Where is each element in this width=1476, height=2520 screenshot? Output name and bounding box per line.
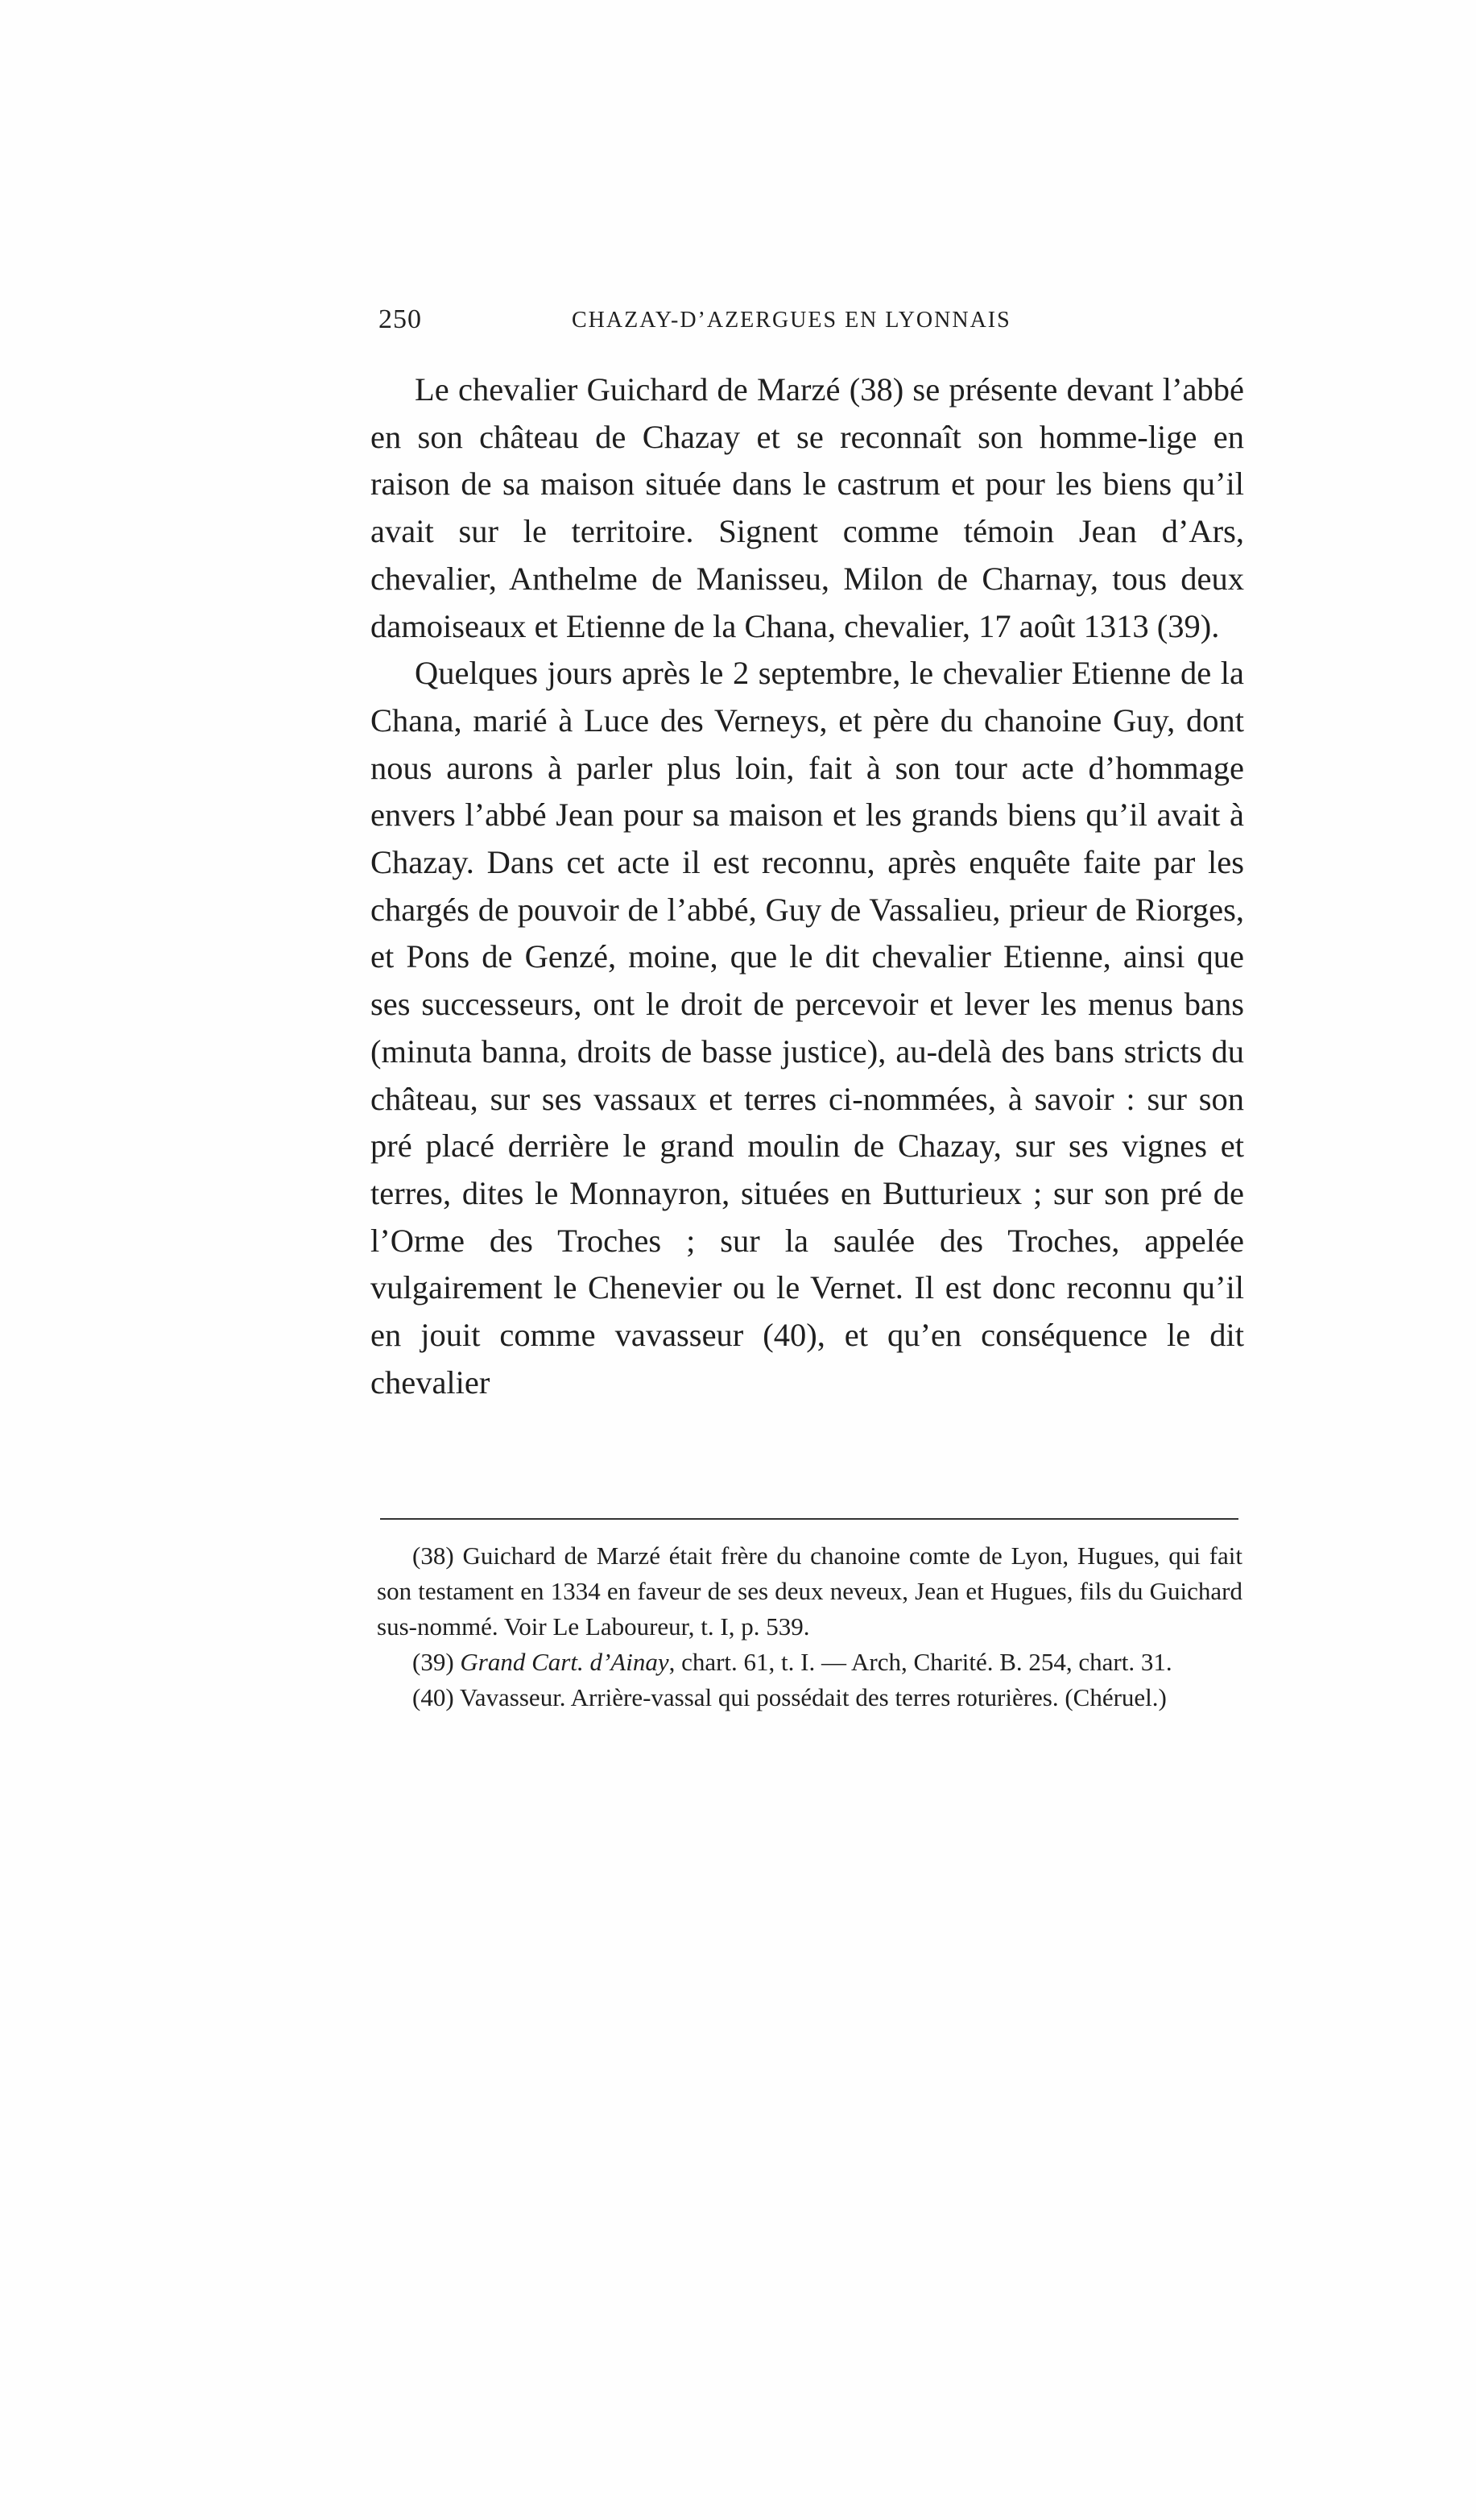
footnote-39-number: (39) (412, 1648, 454, 1676)
footnotes (377, 1538, 1242, 1715)
footnote-39 (377, 1645, 1242, 1680)
footnote-39-title: Grand Cart. d’Ainay (460, 1648, 669, 1676)
running-title: CHAZAY-D’AZERGUES EN LYONNAIS (572, 308, 1011, 333)
running-head (378, 304, 1256, 337)
footnote-38: (38) Guichard de Marzé était frère du chanoine comte de Lyon, Hugues, qui fait son testament en 1334 en faveur de ses deux neveux, Jean et Hugues, fils du Guichard sus-nommé. Voir Le Laboureur, t. I, p. 539. (377, 1541, 1242, 1641)
body-text (370, 366, 1244, 1406)
paragraph: Le chevalier Guichard de Marzé (38) se présente devant l’abbé en son château de Chazay et se reconnaît son homme-lige en raison de sa maison située dans le castrum et pour les biens qu’il avait sur le territoire. Signent comme témoin Jean d’Ars, chevalier, Anthelme de Manisseu, Milon de Charnay, tous deux damoiseaux et Etienne de la Chana, chevalier, 17 août 1313 (39). (370, 371, 1244, 644)
footnote-39-text: , chart. 61, t. I. — Arch, Charité. B. 254, chart. 31. (668, 1648, 1172, 1676)
footnote-40: (40) Vavasseur. Arrière-vassal qui possédait des terres roturières. (Chéruel.) (412, 1683, 1167, 1711)
page-number: 250 (378, 304, 422, 334)
footnote-divider (380, 1518, 1238, 1520)
paragraph: Quelques jours après le 2 septembre, le chevalier Etienne de la Chana, marié à Luce des Verneys, et père du chanoine Guy, dont nous aurons à parler plus loin, fait à son tour acte d’hommage envers l’abbé Jean pour sa maison et les grands biens qu’il avait à Chazay. Dans cet acte il est reconnu, après enquête faite par les chargés de pouvoir de l’abbé, Guy de Vassalieu, prieur de Riorges, et Pons de Genzé, moine, que le dit chevalier Etienne, ainsi que ses successeurs, ont le droit de percevoir et lever les menus bans (minuta banna, droits de basse justice), au-delà des bans stricts du château, sur ses vassaux et terres ci-nommées, à savoir : sur son pré placé derrière le grand moulin de Chazay, sur ses vignes et terres, dites le Monnayron, situées en Butturieux ; sur son pré de l’Orme des Troches ; sur la saulée des Troches, appelée vulgairement le Chenevier ou le Vernet. Il est donc reconnu qu’il en jouit comme vavasseur (40), et qu’en conséquence le dit chevalier (370, 655, 1244, 1401)
